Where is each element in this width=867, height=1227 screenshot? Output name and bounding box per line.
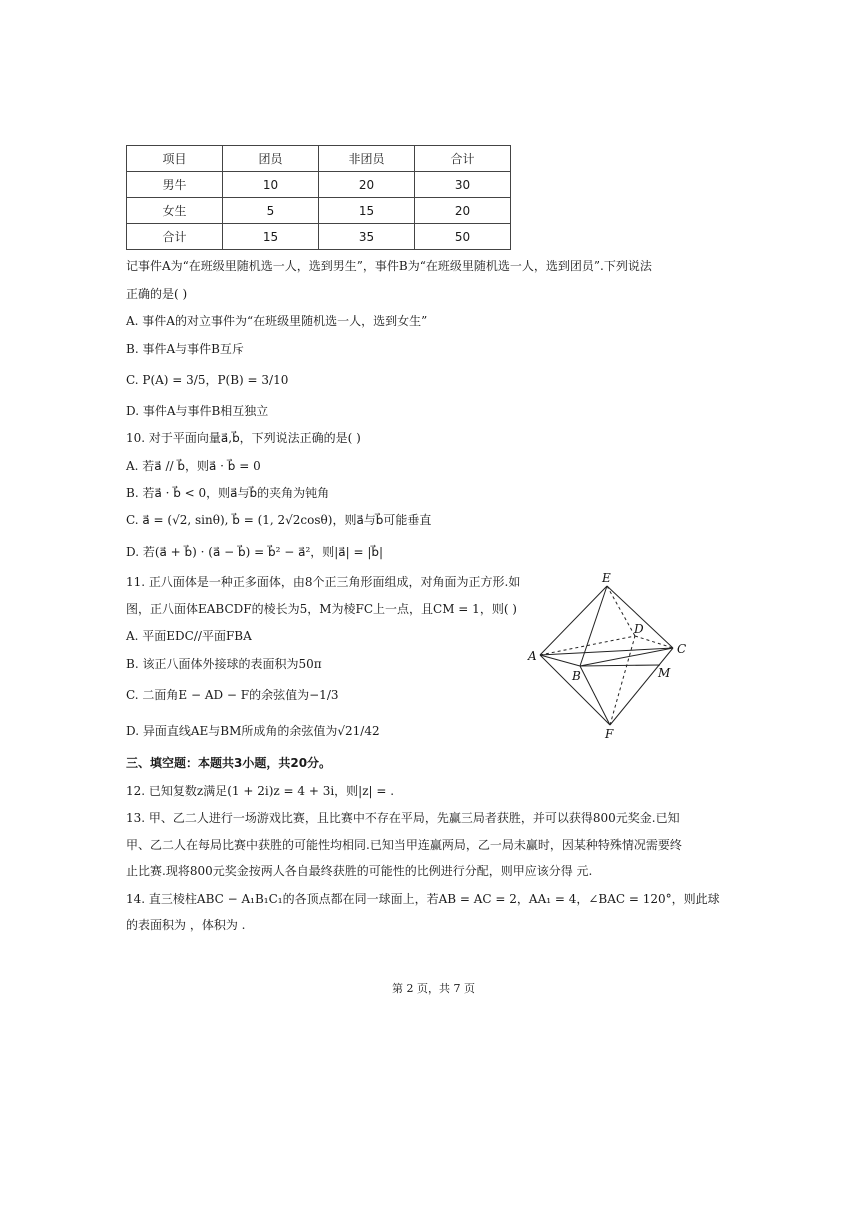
table-row: [127, 224, 511, 250]
q11-stem-line2: 图，正八面体EABCDF的棱长为5，M为棱FC上一点，且CM = 1，则( ): [126, 602, 517, 616]
q11-stem-line1: 11. 正八面体是一种正多面体，由8个正三角形面组成，对角面为正方形.如: [126, 575, 521, 589]
label-A: A: [528, 649, 537, 663]
edge-EC: [607, 586, 673, 648]
table-cell: 男牛: [127, 172, 223, 198]
q10-option-a: A. 若a⃗ // b⃗，则a⃗ · b⃗ = 0: [126, 459, 261, 473]
page-footer: 第 2 页，共 7 页: [392, 982, 475, 995]
q9-option-d: D. 事件A与事件B相互独立: [126, 404, 269, 418]
table-cell: 20: [415, 198, 511, 224]
q10-option-d: D. 若(a⃗ + b⃗) · (a⃗ − b⃗) = b⃗² − a⃗²，则|a⃗| = |b⃗|: [126, 545, 384, 559]
q11-option-d: D. 异面直线AE与BM所成角的余弦值为√21/42: [126, 724, 380, 738]
table-header-cell: 合计: [415, 146, 511, 172]
table-cell: 50: [415, 224, 511, 250]
q11-option-c: C. 二面角E − AD − F的余弦值为−1/3: [126, 688, 339, 702]
table-cell: 5: [223, 198, 319, 224]
label-B: B: [572, 669, 581, 683]
segment-BM: [580, 665, 660, 666]
q9-stem-line2: 正确的是( ): [126, 287, 188, 301]
q12: 12. 已知复数z满足(1 + 2i)z = 4 + 3i，则|z| = .: [126, 784, 395, 798]
table-cell: 女生: [127, 198, 223, 224]
edge-FB: [580, 666, 610, 725]
label-C: C: [677, 642, 687, 656]
q13-line1: 13. 甲、乙二人进行一场游戏比赛，且比赛中不存在平局，先赢三局者获胜，并可以获得800元奖金.已知: [126, 811, 680, 825]
label-D: D: [634, 622, 644, 636]
label-M: M: [658, 666, 671, 680]
octahedron-diagram: [520, 570, 695, 740]
q13-line2: 甲、乙二人在每局比赛中获胜的可能性均相同.已知当甲连赢两局，乙一局未赢时，因某种特殊情况需要终: [126, 838, 682, 852]
label-F: F: [605, 727, 614, 740]
table-cell: 10: [223, 172, 319, 198]
q14-line1: 14. 直三棱柱ABC − A₁B₁C₁的各顶点都在同一球面上，若AB = AC = 2，AA₁ = 4，∠BAC = 120°，则此球: [126, 892, 720, 906]
table-header-cell: 团员: [223, 146, 319, 172]
table-row: [127, 172, 511, 198]
table-cell: 35: [319, 224, 415, 250]
section-heading: 三、填空题：本题共3小题，共20分。: [126, 756, 332, 770]
q9-option-a: A. 事件A的对立事件为“在班级里随机选一人，选到女生”: [126, 314, 428, 328]
table-header-row: [127, 146, 511, 172]
q9-option-c: C. P(A) = 3/5，P(B) = 3/10: [126, 373, 289, 387]
q13-line3: 止比赛.现将800元奖金按两人各自最终获胜的可能性的比例进行分配，则甲应该分得 元.: [126, 864, 593, 878]
q10-option-c: C. a⃗ = (√2, sinθ), b⃗ = (1, 2√2cosθ)，则a⃗与b⃗可能垂直: [126, 513, 432, 527]
q10-stem: 10. 对于平面向量a⃗,b⃗，下列说法正确的是( ): [126, 431, 361, 445]
edge-EB: [580, 586, 607, 666]
q14-line2: 的表面积为 ，体积为 .: [126, 918, 246, 932]
table-cell: 15: [319, 198, 415, 224]
table-cell: 合计: [127, 224, 223, 250]
octahedron-figure: [520, 570, 695, 740]
statistics-table: [126, 145, 511, 250]
label-E: E: [602, 571, 611, 585]
table-cell: 20: [319, 172, 415, 198]
table-row: [127, 198, 511, 224]
edge-EA: [540, 586, 607, 655]
edge-FD: [610, 636, 635, 725]
table-cell: 15: [223, 224, 319, 250]
edge-FC: [610, 648, 673, 725]
table-cell: 30: [415, 172, 511, 198]
table-header-cell: 项目: [127, 146, 223, 172]
edge-ED: [607, 586, 635, 636]
q9-stem-line1: 记事件A为“在班级里随机选一人，选到男生”，事件B为“在班级里随机选一人，选到团员”.下列说法: [126, 259, 652, 273]
q11-option-b: B. 该正八面体外接球的表面积为50π: [126, 657, 322, 671]
q11-option-a: A. 平面EDC//平面FBA: [126, 629, 252, 643]
table-header-cell: 非团员: [319, 146, 415, 172]
q9-option-b: B. 事件A与事件B互斥: [126, 342, 244, 356]
q10-option-b: B. 若a⃗ · b⃗ < 0，则a⃗与b⃗的夹角为钝角: [126, 486, 330, 500]
